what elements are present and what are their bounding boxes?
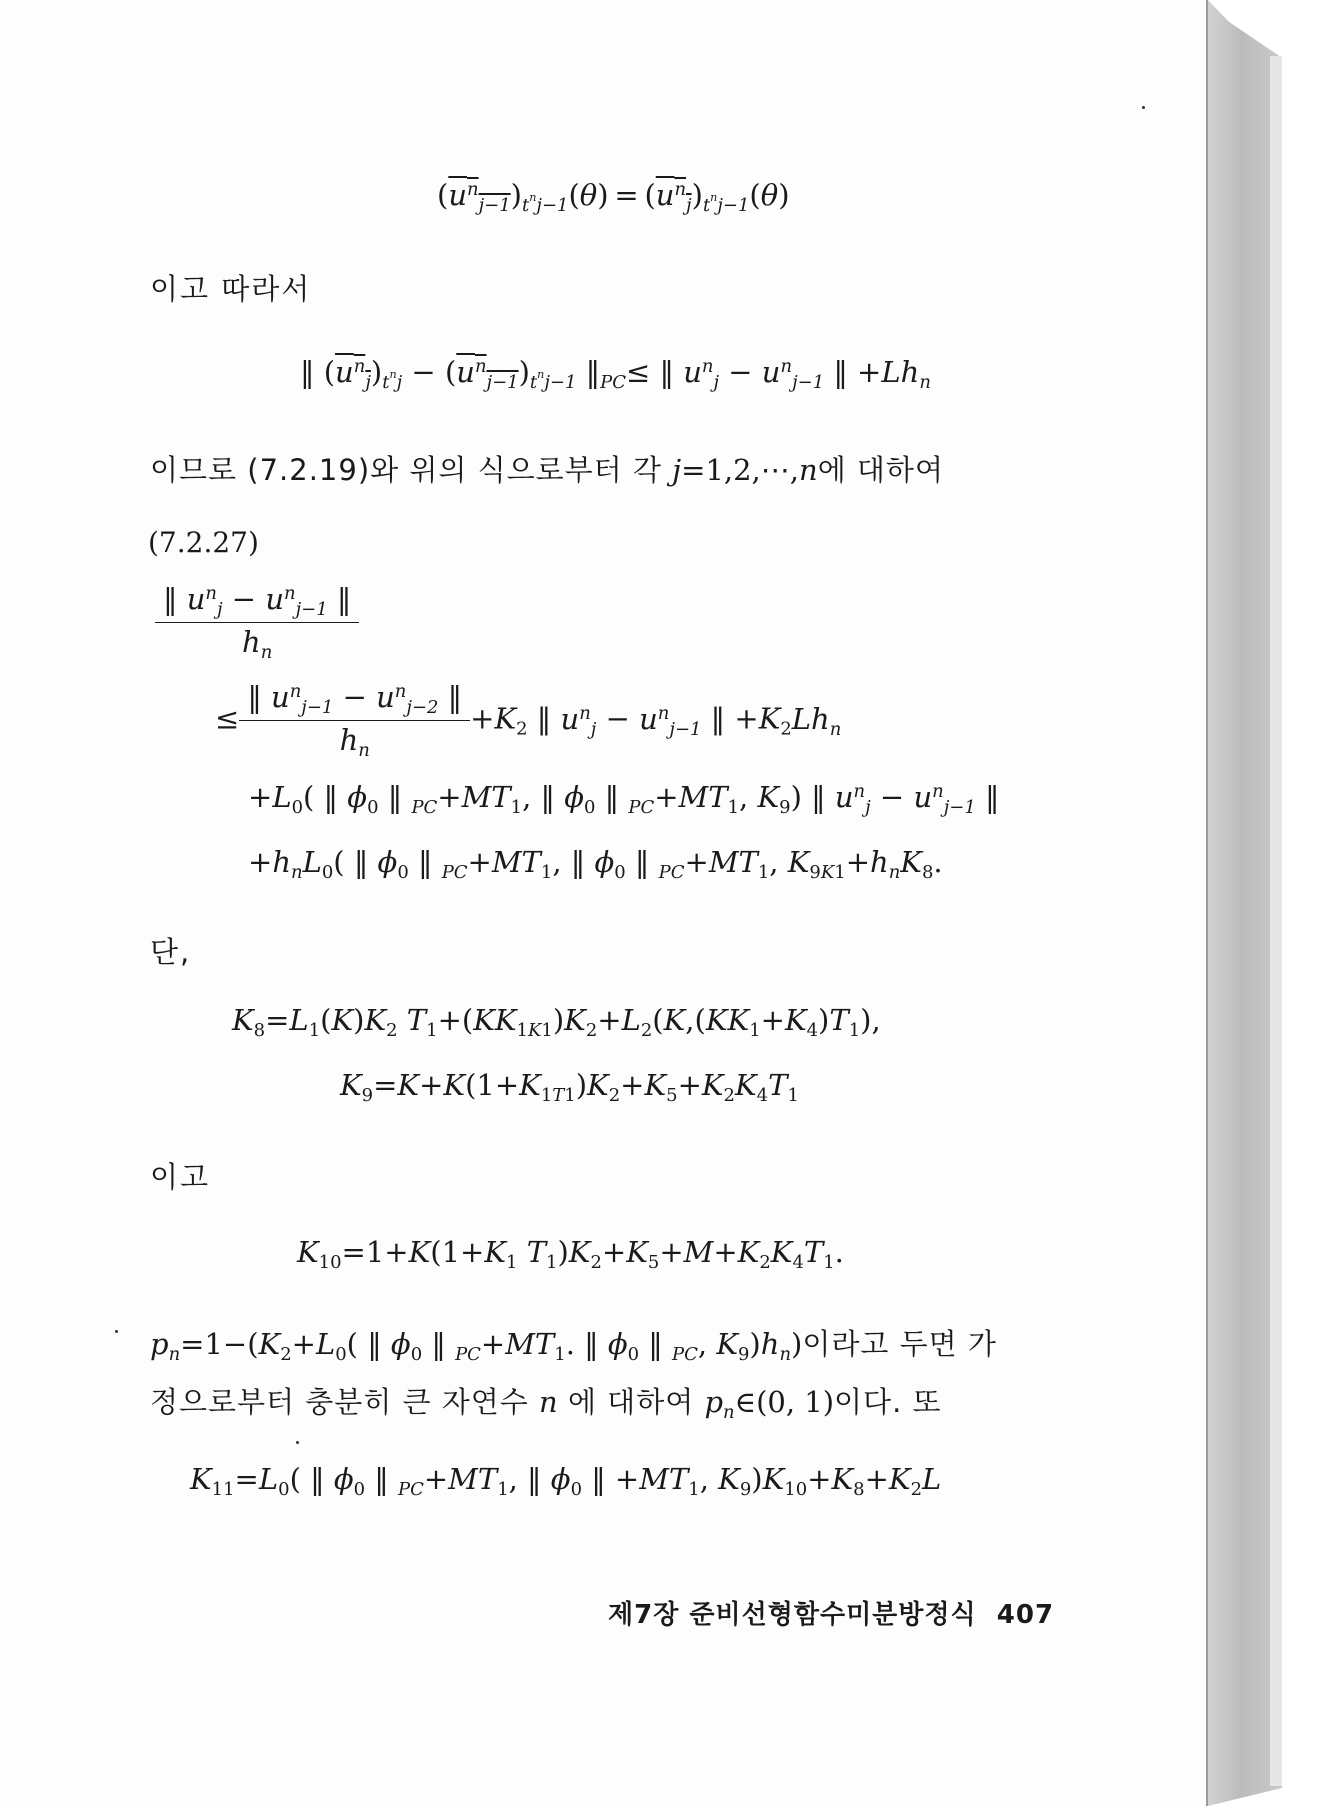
text-from-previous: 이므로 (7.2.19)와 위의 식으로부터 각 j=1,2,⋯,n에 대하여 [150,453,944,487]
equation-k11: $K_{11}=L_0$( ‖ $\phi_0$ ‖ $_{PC}+MT_1$, ‖ $\phi_0$ ‖ $+MT_1$, $K_9)K_{10}+K_8+K_2L$ [190,1462,942,1500]
equation-k9: $K_9=K+K(1+K_{1T1})K_2+K_5+K_2K_4T_1$ [340,1068,799,1106]
equation-k8: $K_8=L_1(K)K_2$ $T_1+(KK_{1K1})K_2+L_2(K,(KK_1+K_4)T_1)$, [232,1003,881,1041]
equation-top: $(u^n_{j-1})_{t^nj-1}(\theta) = (u^n_j)_{t^nj-1}(\theta)$ [437,178,790,216]
text-then-therefore: 이고 따라서 [150,272,312,306]
text-where: 단, [150,935,192,969]
equation-k10: $K_{10}=1+K(1+K_1$ $T_1)K_2+K_5+M+K_2K_4T_1$. [297,1235,844,1273]
paragraph-pn-line-2: 정으로부터 충분히 큰 자연수 n 에 대하여 $p_n\in(0$, 1)이다. 또 [150,1385,942,1423]
text-and: 이고 [150,1160,211,1194]
chapter-title: 제7장 준비선형함수미분방정식 [608,1600,977,1630]
inequality-line-3: $+h_nL_0$( ‖ $\phi_0$ ‖ $_{PC}+MT_1$, ‖ $\phi_0$ ‖ $_{PC}+MT_1$, $K_{9K1}+h_nK_8$. [248,845,943,883]
equation-label: (7.2.27) [148,526,259,559]
print-speck [1142,106,1145,109]
print-speck [296,1441,299,1444]
inequality-line-2: $+L_0$( ‖ $\phi_0$ ‖ $_{PC}+MT_1$, ‖ $\phi_0$ ‖ $_{PC}+MT_1$, $K_9$) ‖ $u^n_j - u^n_{j-1}$ ‖ [248,780,1000,818]
inequality-line-1: ≤ $\frac{‖ u^n_{j-1} - u^n_{j-2} ‖}{h_n}$ $+K_2$ ‖ $u^n_j - u^n_{j-1}$ ‖ $+K_2Lh_n$ [215,680,842,761]
book-spine-edge [1270,56,1282,1786]
paragraph-pn-line-1: $p_n=1-(K_2+L_0$( ‖ $\phi_0$ ‖ $_{PC}+MT_1$. ‖ $\phi_0$ ‖ $_{PC}$, $K_9)h_n$)이라고 두면 가 [150,1327,997,1365]
fraction-lhs: $\frac{‖ u^n_j - u^n_{j-1} ‖}{h_n}$ [155,582,359,663]
page-number: 407 [996,1600,1055,1630]
equation-norm-inequality: ‖ $(u^n_j)_{t^nj} - (u^n_{j-1})_{t^nj-1}$ $‖_{PC}\le$ ‖ $u^n_j - u^n_{j-1}$ ‖ $+Lh_n$ [300,355,931,393]
print-speck [115,1330,118,1333]
page-footer [608,1594,1054,1631]
